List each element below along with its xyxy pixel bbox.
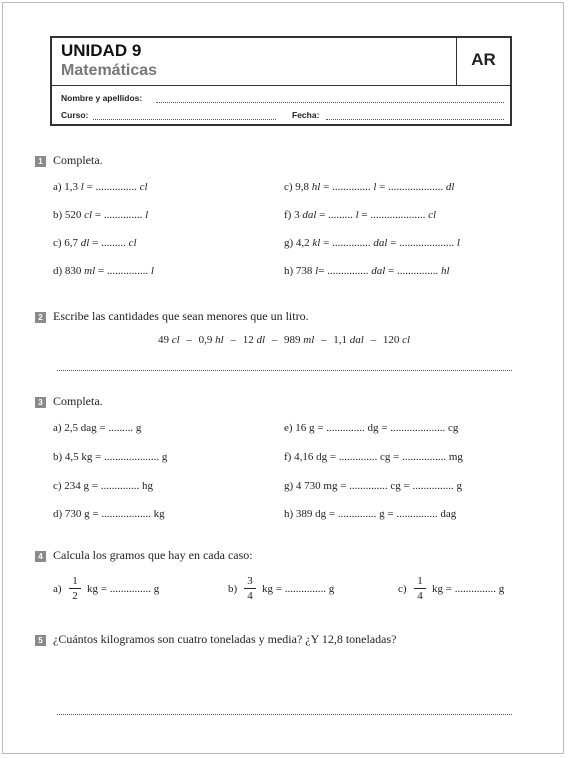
exercise-item: b) 520 cl = .............. l: [53, 209, 149, 221]
question-number-badge: 1: [35, 156, 46, 167]
exercise-item: g) 4,2 kl = .............. dal = .................... l: [284, 237, 460, 249]
date-field[interactable]: [326, 119, 504, 120]
name-label: Nombre y apellidos:: [61, 93, 143, 103]
quantity-item: 120 cl: [382, 334, 411, 346]
quantity-item: 49 cl: [157, 334, 180, 346]
series-separator: –: [367, 334, 379, 346]
quantities-series: [0, 334, 568, 346]
exercise-item: h) 389 dg = .............. g = ............... dag: [284, 508, 457, 520]
question-text: ¿Cuántos kilogramos son cuatro toneladas y media? ¿Y 12,8 toneladas?: [53, 632, 397, 646]
exercise-item: kg = ............... g: [262, 583, 335, 595]
exercise-item: f) 3 dal = ......... l = .................... cl: [284, 209, 437, 221]
subject-title: Matemáticas: [61, 62, 158, 79]
item-label: b): [228, 583, 238, 595]
exercise-item: h) 738 l= ............... dal = ............... hl: [284, 265, 450, 277]
quantity-item: 1,1 dal: [333, 334, 364, 346]
fraction: 1 4: [414, 575, 426, 602]
header-title-area: [52, 38, 510, 86]
exercise-item: c) 9,8 hl = .............. l = .................... dl: [284, 181, 455, 193]
exercise-item: d) 730 g = .................. kg: [53, 508, 165, 520]
question-number-badge: 4: [35, 551, 46, 562]
answer-line[interactable]: [57, 370, 512, 371]
question-text: Completa.: [53, 153, 103, 167]
exercise-item: a) 1,3 l = ............... cl: [53, 181, 148, 193]
name-field[interactable]: [156, 102, 504, 103]
worksheet-header: [50, 36, 512, 126]
code-box: [456, 38, 510, 85]
question-text: Escribe las cantidades que sean menores que un litro.: [53, 309, 309, 323]
item-label: a): [53, 583, 62, 595]
date-label: Fecha:: [292, 110, 320, 120]
fraction: 1 2: [69, 575, 81, 602]
exercise-item: d) 830 ml = ............... l: [53, 265, 154, 277]
question-text: Calcula los gramos que hay en cada caso:: [53, 548, 253, 562]
question-number-badge: 3: [35, 397, 46, 408]
exercise-item: c) 6,7 dl = ......... cl: [53, 237, 137, 249]
unit-title: UNIDAD 9: [61, 41, 142, 60]
exercise-item: kg = ............... g: [87, 583, 160, 595]
question-number-badge: 5: [35, 635, 46, 646]
item-label: c): [398, 583, 407, 595]
answer-line[interactable]: [57, 714, 512, 715]
question-number-badge: 2: [35, 312, 46, 323]
fraction: 3 4: [244, 575, 256, 602]
exercise-item: g) 4 730 mg = .............. cg = ............... g: [284, 480, 463, 492]
series-separator: –: [318, 334, 330, 346]
question-text: Completa.: [53, 394, 103, 408]
series-separator: –: [227, 334, 239, 346]
course-label: Curso:: [61, 110, 89, 120]
exercise-item: b) 4,5 kg = .................... g: [53, 451, 168, 463]
exercise-item: c) 234 g = .............. hg: [53, 480, 153, 492]
quantity-item: 989 ml: [284, 334, 315, 346]
quantity-item: 0,9 hl: [198, 334, 224, 346]
exercise-item: f) 4,16 dg = .............. cg = ................ mg: [284, 451, 463, 463]
series-separator: –: [183, 334, 195, 346]
worksheet-code: AR: [471, 50, 496, 69]
exercise-item: e) 16 g = .............. dg = .................... cg: [284, 422, 459, 434]
exercise-item: a) 2,5 dag = ......... g: [53, 422, 142, 434]
quantity-item: 12 dl: [242, 334, 266, 346]
exercise-item: kg = ............... g: [432, 583, 505, 595]
series-separator: –: [269, 334, 281, 346]
course-field[interactable]: [93, 119, 276, 120]
